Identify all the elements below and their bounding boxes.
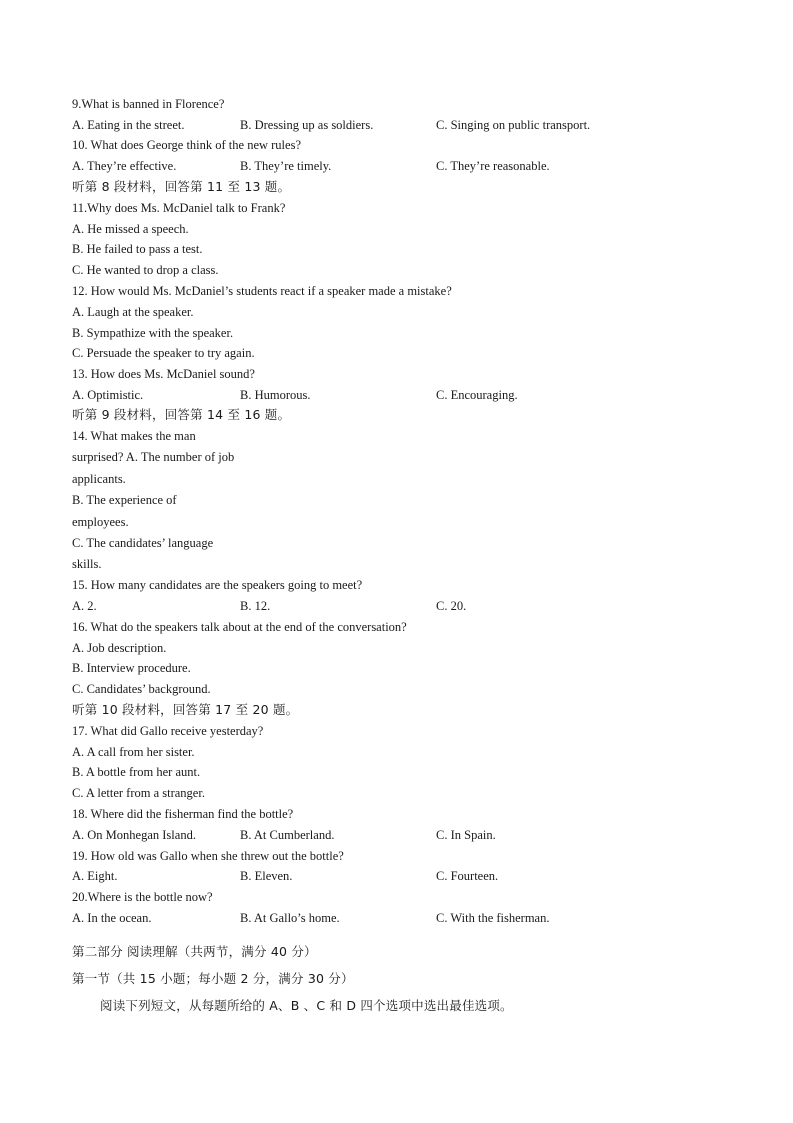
part-2-subheading: 第一节（共 15 小题；每小题 2 分，满分 30 分） [72, 971, 354, 986]
part-2-heading: 第二部分 阅读理解（共两节，满分 40 分） [72, 944, 317, 959]
option-a: A. Job description. [72, 641, 167, 655]
question-18: 18. Where did the fisherman find the bottle? [72, 807, 294, 821]
question-14-line: skills. [72, 557, 102, 571]
option-a: A. On Monhegan Island. [72, 828, 196, 842]
question-14-line: 14. What makes the man [72, 429, 196, 443]
option-a: A. 2. [72, 599, 97, 613]
option-c: C. Persuade the speaker to try again. [72, 346, 255, 360]
option-b: B. Humorous. [240, 388, 311, 402]
question-17: 17. What did Gallo receive yesterday? [72, 724, 264, 738]
option-a: A. They’re effective. [72, 159, 177, 173]
option-a: A. Eating in the street. [72, 118, 185, 132]
option-c: C. With the fisherman. [436, 911, 550, 925]
option-c: C. In Spain. [436, 828, 496, 842]
option-a: A. Optimistic. [72, 388, 144, 402]
question-20: 20.Where is the bottle now? [72, 890, 213, 904]
question-19: 19. How old was Gallo when she threw out the bottle? [72, 849, 344, 863]
section-9-instruction: 听第 9 段材料，回答第 14 至 16 题。 [72, 407, 291, 422]
option-b: B. At Cumberland. [240, 828, 335, 842]
option-c: C. Candidates’ background. [72, 682, 211, 696]
question-14-line: employees. [72, 515, 129, 529]
question-14-line: C. The candidates’ language [72, 536, 214, 550]
question-16: 16. What do the speakers talk about at the end of the conversation? [72, 620, 407, 634]
option-b: B. They’re timely. [240, 159, 332, 173]
question-10: 10. What does George think of the new rules? [72, 138, 301, 152]
option-b: B. A bottle from her aunt. [72, 765, 201, 779]
question-11: 11.Why does Ms. McDaniel talk to Frank? [72, 201, 286, 215]
question-14-line: applicants. [72, 472, 126, 486]
option-a: A. A call from her sister. [72, 745, 195, 759]
option-b: B. He failed to pass a test. [72, 242, 203, 256]
option-a: A. Laugh at the speaker. [72, 305, 194, 319]
option-a: A. In the ocean. [72, 911, 152, 925]
question-9: 9.What is banned in Florence? [72, 97, 225, 111]
option-b: B. Sympathize with the speaker. [72, 326, 234, 340]
option-c: C. They’re reasonable. [436, 159, 550, 173]
option-b: B. Dressing up as soldiers. [240, 118, 374, 132]
option-b: B. At Gallo’s home. [240, 911, 340, 925]
option-b: B. Eleven. [240, 869, 293, 883]
question-14-line: B. The experience of [72, 493, 177, 507]
option-c: C. Fourteen. [436, 869, 499, 883]
question-12: 12. How would Ms. McDaniel’s students react if a speaker made a mistake? [72, 284, 452, 298]
option-b: B. Interview procedure. [72, 661, 191, 675]
option-c: C. 20. [436, 599, 467, 613]
section-10-instruction: 听第 10 段材料，回答第 17 至 20 题。 [72, 702, 299, 717]
option-c: C. Encouraging. [436, 388, 518, 402]
option-a: A. Eight. [72, 869, 118, 883]
option-b: B. 12. [240, 599, 271, 613]
reading-instruction: 阅读下列短文，从每题所给的 A、B 、C 和 D 四个选项中选出最佳选项。 [100, 998, 513, 1013]
option-c: C. A letter from a stranger. [72, 786, 205, 800]
option-a: A. He missed a speech. [72, 222, 189, 236]
question-13: 13. How does Ms. McDaniel sound? [72, 367, 255, 381]
option-c: C. He wanted to drop a class. [72, 263, 219, 277]
option-c: C. Singing on public transport. [436, 118, 591, 132]
section-8-instruction: 听第 8 段材料，回答第 11 至 13 题。 [72, 179, 291, 194]
question-14-line: surprised? A. The number of job [72, 450, 235, 464]
question-15: 15. How many candidates are the speakers going to meet? [72, 578, 363, 592]
